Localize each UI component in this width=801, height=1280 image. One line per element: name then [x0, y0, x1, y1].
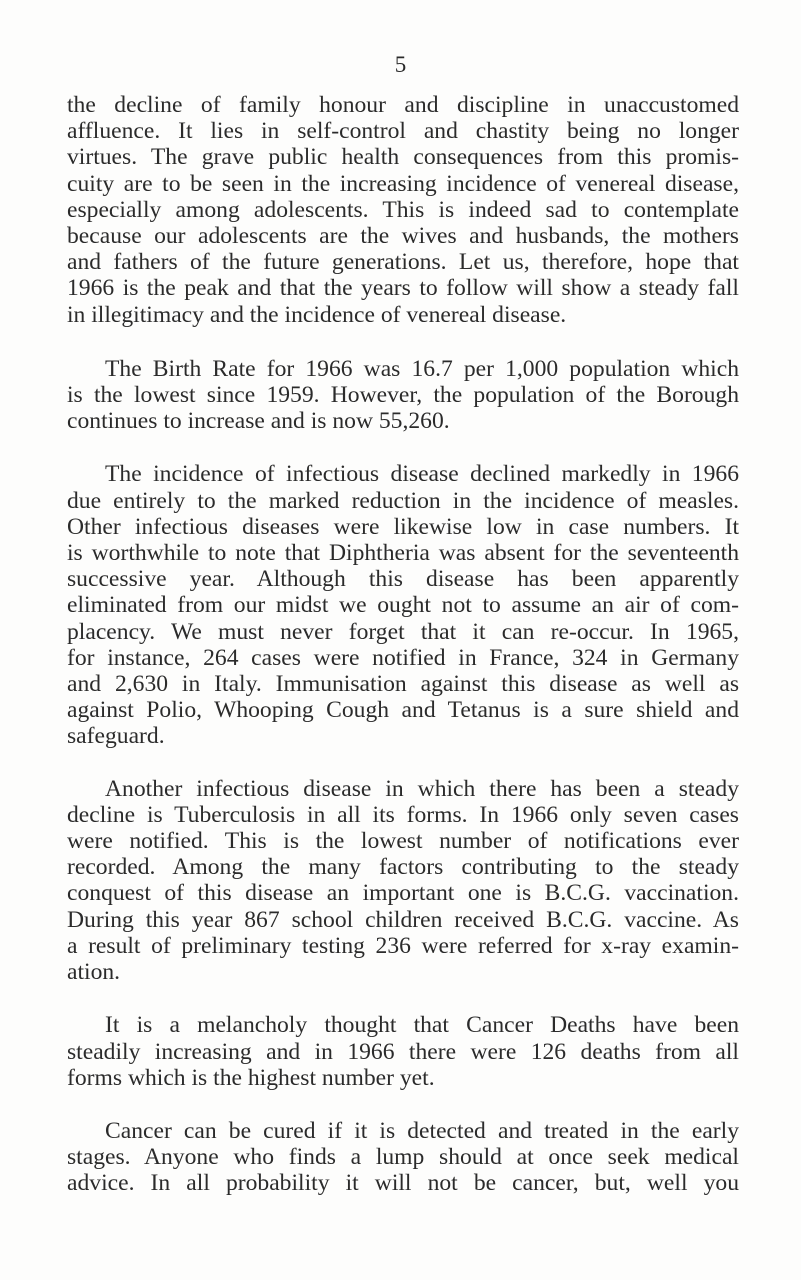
text-line: The Birth Rate for 1966 was 16.7 per 1,000 population which: [105, 355, 739, 382]
text-line: safeguard.: [67, 723, 165, 750]
text-line: continues to increase and is now 55,260.: [67, 408, 450, 435]
paragraph-tuberculosis: [67, 776, 739, 986]
text-line: ation.: [67, 959, 121, 986]
text-line: placency. We must never forget that it can re-occur. In 1965,: [67, 618, 739, 645]
text-line: forms which is the highest number yet.: [67, 1064, 435, 1091]
text-line: Cancer can be cured if it is detected and treated in the early: [105, 1117, 739, 1144]
text-line: It is a melancholy thought that Cancer Deaths have been: [105, 1012, 739, 1039]
text-line: because our adolescents are the wives and husbands, the mothers: [67, 223, 739, 250]
text-line: steadily increasing and in 1966 there were 126 deaths from all: [67, 1038, 739, 1065]
text-line: conquest of this disease an important one is B.C.G. vaccination.: [67, 880, 739, 907]
document-body: [67, 92, 739, 1197]
text-line: against Polio, Whooping Cough and Tetanus is a sure shield and: [67, 697, 739, 724]
text-line: Other infectious diseases were likewise low in case numbers. It: [67, 513, 739, 540]
text-line: cuity are to be seen in the increasing incidence of venereal disease,: [67, 170, 739, 197]
paragraph-cancer-deaths: [67, 1012, 739, 1091]
text-line: a result of preliminary testing 236 were referred for x-ray examin-: [67, 932, 739, 959]
paragraph-family-honour: [67, 92, 739, 328]
text-line: The incidence of infectious disease declined markedly in 1966: [105, 461, 739, 488]
text-line: Another infectious disease in which there has been a steady: [105, 775, 739, 802]
text-line: were notified. This is the lowest number of notifications ever: [67, 828, 739, 855]
text-line: decline is Tuberculosis in all its forms. In 1966 only seven cases: [67, 801, 739, 828]
text-line: recorded. Among the many factors contributing to the steady: [67, 854, 739, 881]
text-line: eliminated from our midst we ought not to assume an air of com-: [67, 592, 739, 619]
text-line: is worthwhile to note that Diphtheria was absent for the seventeenth: [67, 540, 739, 567]
text-line: During this year 867 school children received B.C.G. vaccine. As: [67, 906, 739, 933]
text-line: in illegitimacy and the incidence of venereal disease.: [67, 301, 567, 328]
paragraph-birth-rate: [67, 356, 739, 435]
text-line: affluence. It lies in self-control and chastity being no longer: [67, 118, 739, 145]
text-line: stages. Anyone who finds a lump should at once seek medical: [67, 1144, 739, 1171]
text-line: advice. In all probability it will not be cancer, but, well you: [67, 1170, 739, 1197]
text-line: especially among adolescents. This is indeed sad to contemplate: [67, 196, 739, 223]
text-line: the decline of family honour and discipline in unaccustomed: [67, 92, 739, 118]
text-line: and 2,630 in Italy. Immunisation against this disease as well as: [67, 671, 739, 698]
page-number: 5: [394, 52, 407, 77]
paragraph-cancer-cure: [67, 1118, 739, 1197]
paragraph-infectious-disease: [67, 461, 739, 749]
text-line: virtues. The grave public health consequences from this promis-: [67, 144, 739, 171]
text-line: 1966 is the peak and that the years to follow will show a steady fall: [67, 275, 739, 302]
text-line: for instance, 264 cases were notified in France, 324 in Germany: [67, 644, 739, 671]
text-line: is the lowest since 1959. However, the population of the Borough: [67, 382, 739, 409]
text-line: successive year. Although this disease has been apparently: [67, 566, 739, 593]
text-line: due entirely to the marked reduction in the incidence of measles.: [67, 487, 739, 514]
text-line: and fathers of the future generations. Let us, therefore, hope that: [67, 249, 739, 276]
